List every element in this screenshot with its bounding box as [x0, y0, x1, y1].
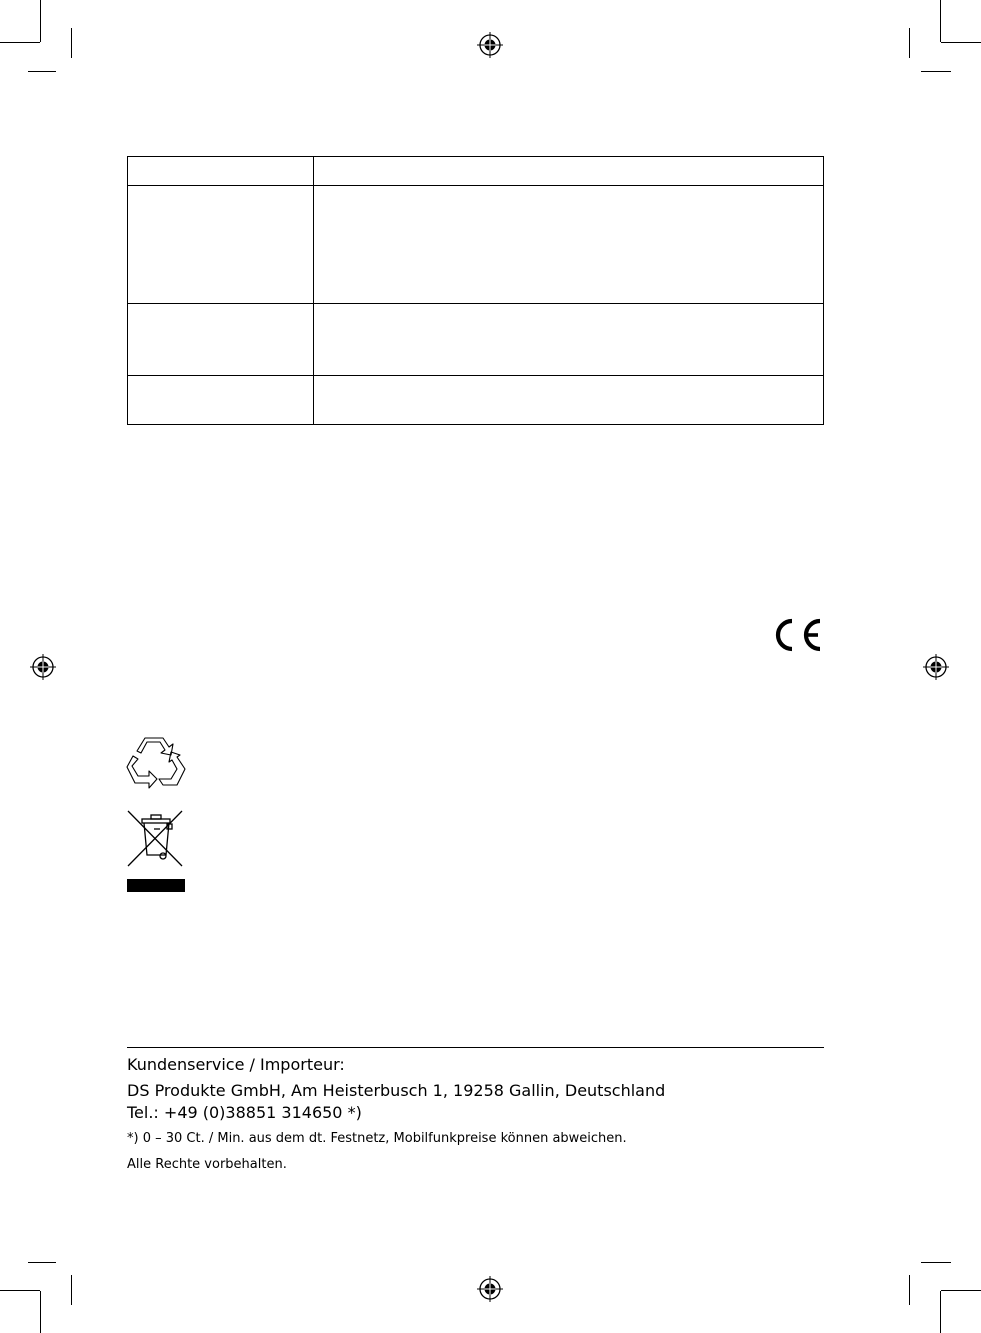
specs-table: [127, 156, 824, 425]
registration-mark-left-icon: [30, 654, 56, 680]
importer-address: DS Produkte GmbH, Am Heisterbusch 1, 19258 Gallin, Deutschland: [127, 1081, 666, 1100]
phone-cost-note: *) 0 – 30 Ct. / Min. aus dem dt. Festnetz, Mobilfunkpreise können abweichen.: [127, 1131, 627, 1146]
table-column-divider: [313, 157, 314, 424]
ce-mark-icon: [770, 617, 824, 653]
registration-mark-bottom-icon: [477, 1276, 503, 1302]
footer-divider: [127, 1047, 824, 1048]
footer-heading: Kundenservice / Importeur:: [127, 1055, 345, 1074]
table-row-divider: [128, 303, 823, 304]
weee-black-bar: [127, 879, 185, 892]
table-row-divider: [128, 375, 823, 376]
importer-phone: Tel.: +49 (0)38851 314650 *): [127, 1103, 362, 1122]
recycling-symbol-icon: [125, 733, 187, 791]
rights-notice: Alle Rechte vorbehalten.: [127, 1157, 287, 1172]
table-row-divider: [128, 185, 823, 186]
registration-mark-right-icon: [923, 654, 949, 680]
crossed-bin-icon: [126, 809, 186, 869]
registration-mark-top-icon: [477, 32, 503, 58]
